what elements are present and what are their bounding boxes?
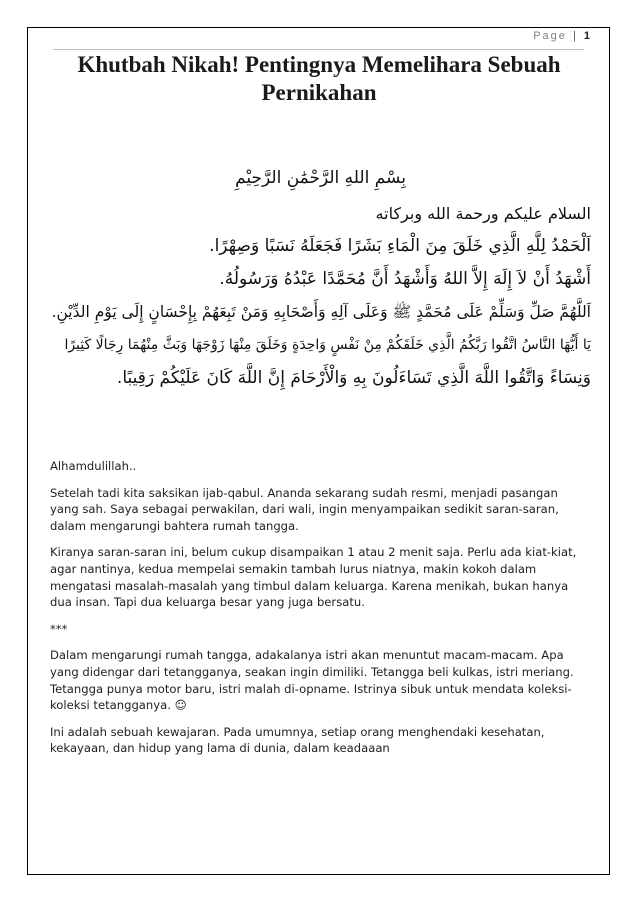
paragraph-ijab-qabul: Setelah tadi kita saksikan ijab-qabul. Ananda sekarang sudah resmi, menjadi pasangan yang sah. Saya sebagai perwakilan, dari wali, ingin menyampaikan sedikit saran-saran, dalam mengarungi bahtera rumah tangga.: [50, 485, 559, 533]
page-separator: |: [572, 30, 578, 42]
paragraph-greeting: Alhamdulillah..: [50, 459, 137, 473]
arabic-line-shalawat: اَللَّهُمَّ صَلِّ وَسَلِّمْ عَلَى مُحَمَّدٍ ﷺ وَعَلَى آلِهِ وَأَصْحَابِهِ وَمَنْ تَبِعَهُمْ بِإِحْسَانٍ إِلَى يَوْمِ الدِّيْنِ.: [51, 303, 591, 321]
section-divider: ***: [50, 621, 68, 636]
basmala: بِسْمِ اللهِ الرَّحْمَٰنِ الرَّحِيْمِ: [235, 168, 406, 188]
paragraph-tetangga: Dalam mengarungi rumah tangga, adakalanya istri akan menuntut macam-macam. Apa yang didengar dari tetangganya, seakan ingin dimiliki. Tetangga beli kulkas, istri meriang. Tetangga punya motor baru, istri malah di-opname. Istrinya sibuk untuk mendata koleksi-koleksi tetangganya. ☺: [50, 648, 574, 713]
paragraph-saran: Kiranya saran-saran ini, belum cukup disampaikan 1 atau 2 menit saja. Perlu ada kiat-kiat, agar nantinya, kedua mempelai semakin tambah lurus niatnya, makin kokoh dalam mengatasi masalah-masalah yang timbul dalam keluarga. Karena menikah, bukan hanya dua insan. Tapi dua keluarga besar yang juga bersatu.: [50, 545, 577, 610]
salam-greeting: السلام عليكم ورحمة الله وبركاته: [375, 204, 591, 223]
arabic-line-verse-2: وَنِسَاءً وَاتَّقُوا اللَّهَ الَّذِي تَسَاءَلُونَ بِهِ وَالْأَرْحَامَ إِنَّ اللَّهَ كَانَ عَلَيْكُمْ رَقِيبًا.: [116, 368, 591, 388]
paragraph-kewajaran: Ini adalah sebuah kewajaran. Pada umumnya, setiap orang menghendaki kesehatan, kekayaan, dan hidup yang lama di dunia, dalam keadaaan: [50, 724, 545, 756]
page-header: [53, 27, 590, 50]
arabic-line-syahadat: أَشْهَدُ أَنْ لاَ إِلَهَ إِلاَّ اللهُ وَأَشْهَدُ أَنَّ مُحَمَّدًا عَبْدُهُ وَرَسُولُهُ.: [219, 269, 591, 289]
arabic-opening: [50, 163, 591, 395]
arabic-line-hamdalah: اَلْحَمْدُ لِلَّهِ الَّذِي خَلَقَ مِنَ الْمَاءِ بَشَرًا فَجَعَلَهُ نَسَبًا وَصِهْرًا.: [209, 236, 591, 256]
page-number-label: [533, 30, 590, 42]
document-title: Khutbah Nikah! Pentingnya Memelihara Sebuah Pernikahan: [77, 52, 561, 105]
arabic-line-verse-1: يَا أَيُّهَا النَّاسُ اتَّقُوا رَبَّكُمُ الَّذِي خَلَقَكُمْ مِنْ نَفْسٍ وَاحِدَةٍ وَخَلَقَ مِنْهَا زَوْجَهَا وَبَثَّ مِنْهُمَا رِجَالًا كَثِيرًا: [64, 337, 591, 353]
page-label: Page: [533, 30, 567, 42]
page-number: 1: [583, 30, 590, 42]
body-text: [50, 458, 588, 757]
